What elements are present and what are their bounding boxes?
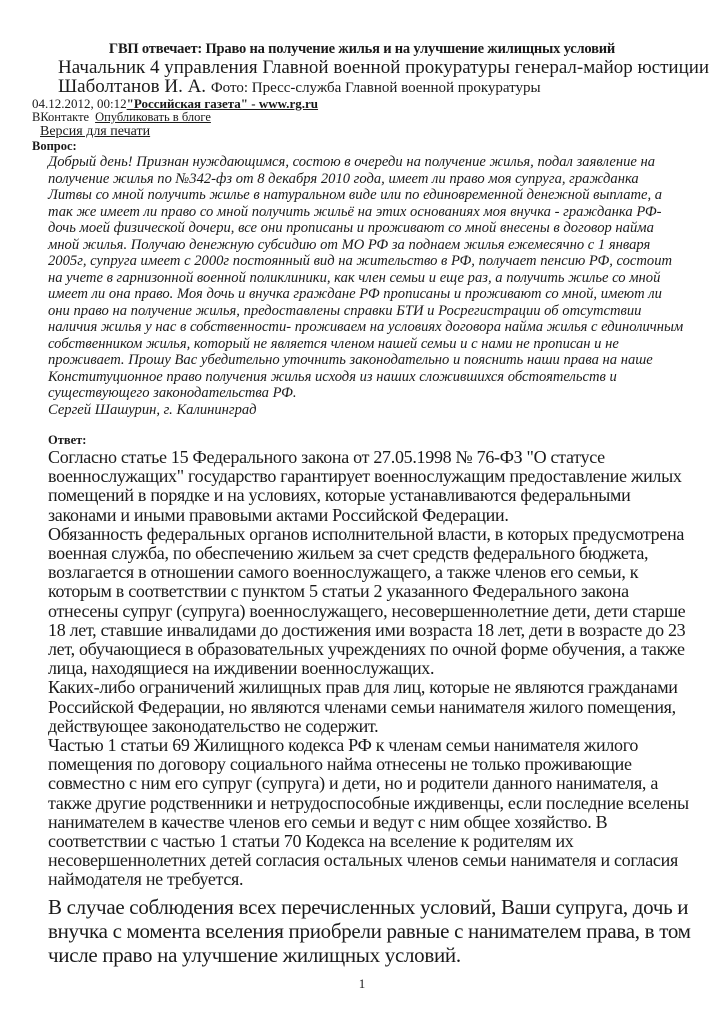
question-line: Добрый день! Признан нуждающимся, состою в очереди на получение жилья, подал заявление на — [48, 154, 656, 170]
answer-line: Российской Федерации, но являются членами семьи нанимателя жилого помещения, — [48, 696, 676, 717]
question-line: так же имеет ли право со мной получить жильё на этих основаниях моя внучка - гражданка РФ- — [48, 203, 662, 220]
question-line: Сергей Шашурин, г. Калининград — [48, 401, 257, 418]
answer-line: возлагается в отношении самого военнослужащего, а также членов его семьи, к — [48, 562, 639, 583]
answer-line: Согласно статье 15 Федерального закона от 27.05.1998 № 76-ФЗ "О статусе — [48, 447, 605, 467]
answer-line: законами и иными правовыми актами Российской Федерации. — [48, 504, 509, 525]
answer-line: действующее законодательство не содержит. — [48, 715, 379, 736]
answer-line: совместно с ним его супруг (супруга) и дети, но и родители данного нанимателя, а — [48, 773, 659, 794]
question-line: Литвы со мной получить жилье в натуральном виде или по единовременной денежной выплате, а — [48, 187, 663, 203]
answer-line: 18 лет, ставшие инвалидами до достижения ими возраста 18 лет, дети в возрасте до 23 — [48, 619, 686, 640]
answer-line: помещений в порядке и на условиях, которые устанавливаются федеральными — [48, 485, 631, 506]
answer-conclusion — [48, 895, 691, 967]
answer-line: соответствии с частью 1 статьи 70 Кодекса на вселение к родителям их — [48, 831, 574, 852]
answer-line: Каких-либо ограничений жилищных прав для лиц, которые не являются гражданами — [48, 677, 678, 698]
conclusion-line: числе право на улучшение жилищных условий. — [48, 943, 461, 967]
question-line: получение жилья по №342-фз от 8 декабря 2010 года, имеет ли право моя супруга, гражданка — [48, 170, 639, 187]
answer-text — [48, 448, 689, 890]
question-line: мной жилья. Получаю денежную субсидию от МО РФ за поднаем жилья ежемесячно с 1 января — [48, 236, 651, 253]
answer-line: Обязанность федеральных органов исполнительной власти, в которых предусмотрена — [48, 523, 685, 544]
page-number: 1 — [358, 976, 366, 991]
question-text — [48, 154, 683, 418]
question-line: они право на получение жилья, предоставлены справки БТИ и Росрегистрации об отсутствии — [48, 302, 642, 319]
vk-share[interactable]: ВКонтакте — [32, 110, 90, 124]
question-line: Конституционное право получения жилья исходя из наших сложившихся обстоятельств и — [48, 368, 617, 385]
answer-line: которым в соответствии с пунктом 5 статьи 2 указанного Федерального закона — [48, 581, 629, 602]
dateline — [32, 97, 318, 111]
answer-line: помещения по договору социального найма отнесены не только проживающие — [48, 754, 632, 775]
source-link[interactable]: "Российская газета" - www.rg.ru — [126, 96, 319, 111]
answer-line: также другие родственники и нетрудоспособные иждивенцы, если последние вселены — [48, 792, 689, 813]
answer-line: военная служба, по обеспечению жильем за счет средств федерального бюджета, — [48, 543, 649, 564]
question-line: проживает. Прошу Вас убедительно уточнить законодательно и пояснить наши права на наше — [48, 352, 653, 368]
photo-credit: Фото: Пресс-служба Главной военной прокуратуры — [210, 80, 541, 96]
question-line: имеет ли она право. Моя дочь и внучка граждане РФ прописаны и проживают со мной, имеют ли — [48, 286, 662, 302]
byline-position: Начальник 4 управления Главной военной прокуратуры генерал-майор юстиции — [58, 57, 710, 78]
answer-line: нанимателем в качестве членов его семьи и ведут с ним общее хозяйство. В — [48, 811, 608, 832]
answer-line: наймодателя не требуется. — [48, 869, 244, 890]
answer-label: Ответ: — [48, 433, 87, 447]
byline-author: Шаболтанов И. А. — [58, 76, 207, 97]
conclusion-line: В случае соблюдения всех перечисленных условий, Ваши супруга, дочь и — [48, 895, 689, 919]
question-line: существующего законодательства РФ. — [48, 385, 297, 401]
question-line: собственником жилья, который не является членом нашей семьи и с нами не прописан и не — [48, 335, 619, 352]
publish-date: 04.12.2012, 00:12 — [32, 96, 127, 111]
question-line: 2005г, супруга имеет с 2000г постоянный вид на жительство в РФ, получает пенсию РФ, состоит — [48, 253, 673, 269]
article-title: ГВП отвечает: Право на получение жилья и на улучшение жилищных условий — [108, 41, 616, 57]
question-line: наличия жилья у нас в собственности- проживаем на условиях договора найма жилья с единоличным — [48, 319, 684, 335]
answer-line: несовершеннолетних детей согласия остальных членов семьи нанимателя и согласия — [48, 850, 678, 871]
conclusion-line: внучка с момента вселения приобрели равные с нанимателем права, в том — [48, 919, 691, 943]
publish-blog-link[interactable]: Опубликовать в блоге — [95, 110, 211, 124]
byline — [58, 58, 709, 98]
question-line: дочь моей физической дочери, все они прописаны и проживают со мной внесены в договор найма — [48, 220, 654, 236]
question-line: на учете в гарнизонной военной поликлиники, как член семьи и еще раз, а получить жилье со мной — [48, 269, 661, 286]
answer-line: Частью 1 статьи 69 Жилищного кодекса РФ к членам семьи нанимателя жилого — [48, 735, 639, 756]
answer-line: лет, обучающиеся в образовательных учреждениях по очной форме обучения, а также — [48, 639, 685, 660]
question-label: Вопрос: — [32, 139, 77, 153]
answer-line: отнесены супруг (супруга) военнослужащего, несовершеннолетние дети, дети старше — [48, 600, 686, 621]
answer-line: лица, находящиеся на иждивении военнослужащих. — [48, 658, 435, 679]
print-version-link[interactable]: Версия для печати — [40, 124, 151, 139]
social-links — [32, 111, 211, 124]
answer-line: военнослужащих" государство гарантирует военнослужащим предоставление жилых — [48, 466, 682, 487]
